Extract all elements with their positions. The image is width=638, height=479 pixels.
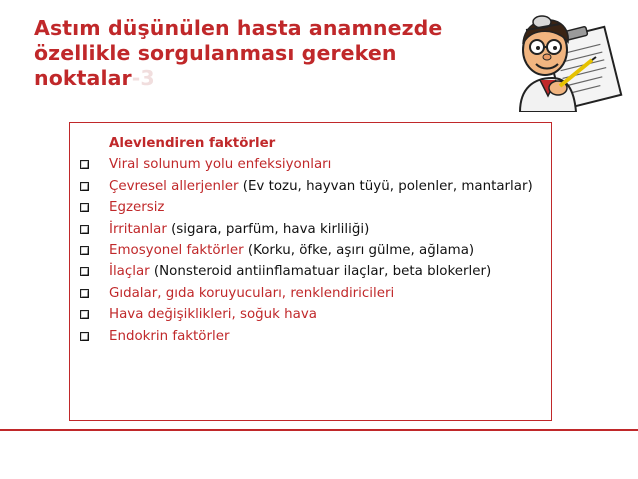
list-item [80, 263, 550, 282]
list-item [80, 156, 550, 175]
list-item [80, 306, 550, 325]
list-item-keyword: Çevresel allerjenler [109, 178, 239, 194]
list-item-keyword: Egzersiz [109, 200, 165, 216]
factor-list [80, 135, 550, 349]
hollow-square-bullet-icon [80, 310, 89, 319]
list-item [80, 328, 550, 347]
hollow-square-bullet-icon [80, 289, 89, 298]
list-item-keyword: Viral solunum yolu enfeksiyonları [109, 157, 332, 173]
slide-title [34, 16, 494, 91]
list-item-detail: (Korku, öfke, aşırı gülme, ağlama) [243, 242, 475, 258]
hollow-square-bullet-icon [80, 267, 89, 276]
bottom-divider [0, 429, 638, 431]
list-item [80, 285, 550, 304]
list-item [80, 242, 550, 261]
list-item-keyword: Gıdalar, gıda koruyucuları, renklendiricileri [109, 285, 395, 301]
title-line-1: Astım düşünülen hasta anamnezde [34, 16, 443, 40]
hollow-square-bullet-icon [80, 225, 89, 234]
list-item [80, 199, 550, 218]
list-heading-text: Alevlendiren faktörler [109, 136, 276, 151]
list-item [80, 178, 550, 197]
title-number: -3 [131, 66, 155, 90]
list-heading [80, 135, 550, 154]
list-item-detail: (sigara, parfüm, hava kirliliği) [166, 221, 370, 237]
list-item-keyword: Emosyonel faktörler [109, 242, 244, 258]
title-line-3: noktalar [34, 66, 132, 90]
list-item-detail: (Nonsteroid antiinflamatuar ilaçlar, beta blokerler) [149, 264, 492, 280]
list-item-keyword: Hava değişiklikleri, soğuk hava [109, 307, 317, 323]
list-item-keyword: İrritanlar [109, 221, 167, 237]
list-item-detail: (Ev tozu, hayvan tüyü, polenler, mantarlar) [238, 178, 533, 194]
list-item [80, 221, 550, 240]
list-item-keyword: Endokrin faktörler [109, 328, 230, 344]
hollow-square-bullet-icon [80, 203, 89, 212]
hollow-square-bullet-icon [80, 160, 89, 169]
hollow-square-bullet-icon [80, 246, 89, 255]
hollow-square-bullet-icon [80, 182, 89, 191]
doctor-clipboard-clipart [500, 8, 628, 112]
title-line-2: özellikle sorgulanması gereken [34, 41, 397, 65]
hollow-square-bullet-icon [80, 332, 89, 341]
list-item-keyword: İlaçlar [109, 264, 150, 280]
